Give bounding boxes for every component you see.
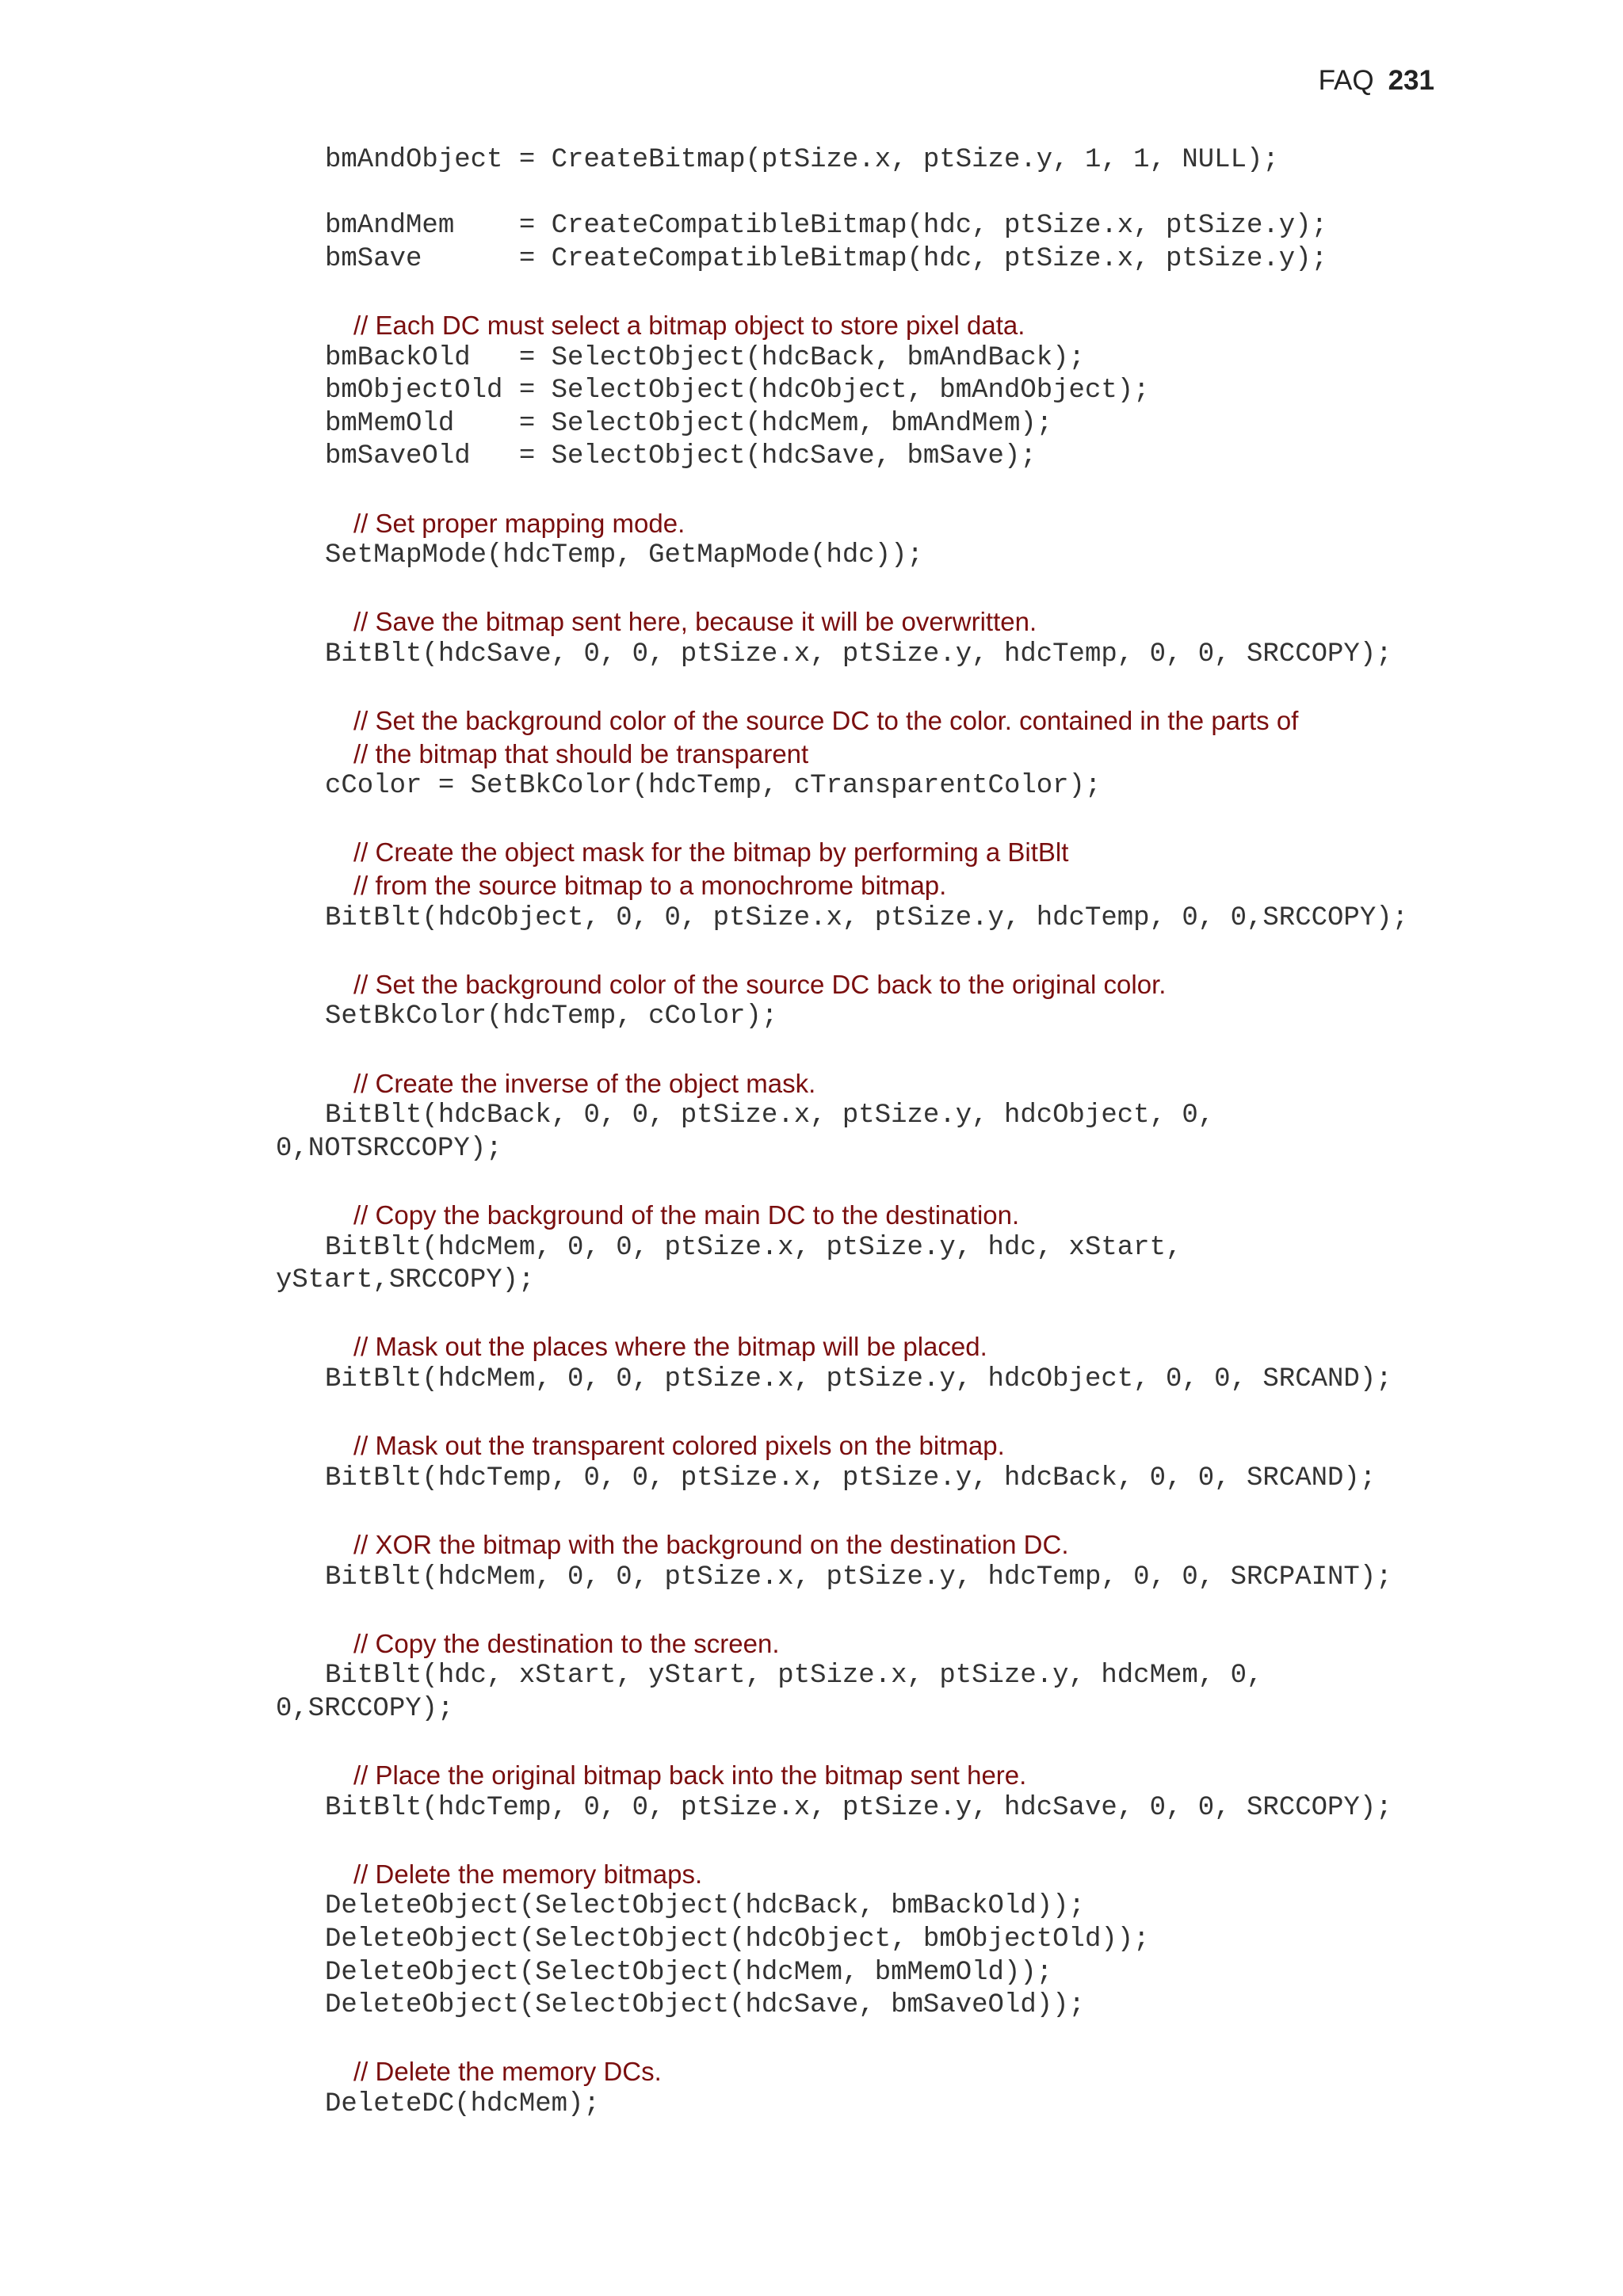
- code-comment: // Set the background color of the source DC back to the original color.: [353, 969, 1167, 999]
- code-line: BitBlt(hdcTemp, 0, 0, ptSize.x, ptSize.y, hdcSave, 0, 0, SRCCOPY);: [325, 1792, 1392, 1823]
- code-listing: [0, 144, 1623, 2122]
- code-comment: // Copy the destination to the screen.: [353, 1628, 780, 1658]
- blank-line: [0, 573, 1623, 606]
- blank-line: [0, 1726, 1623, 1760]
- code-line: BitBlt(hdcBack, 0, 0, ptSize.x, ptSize.y, hdcObject, 0,: [325, 1100, 1215, 1131]
- blank-line: [0, 1298, 1623, 1331]
- blank-line: [0, 474, 1623, 507]
- code-line: BitBlt(hdcMem, 0, 0, ptSize.x, ptSize.y, hdcTemp, 0, 0, SRCPAINT);: [325, 1562, 1392, 1592]
- code-comment: // the bitmap that should be transparent: [353, 738, 809, 769]
- code-line: DeleteObject(SelectObject(hdcMem, bmMemOld));: [325, 1957, 1053, 1988]
- code-comment: // Copy the background of the main DC to the destination.: [353, 1200, 1020, 1230]
- code-comment: // Mask out the places where the bitmap will be placed.: [353, 1332, 987, 1362]
- blank-line: [0, 1495, 1623, 1528]
- code-line: BitBlt(hdcObject, 0, 0, ptSize.x, ptSize.y, hdcTemp, 0, 0,SRCCOPY);: [325, 902, 1409, 933]
- code-line: bmBackOld = SelectObject(hdcBack, bmAndBack);: [325, 342, 1085, 373]
- code-comment: // Mask out the transparent colored pixels on the bitmap.: [353, 1431, 1005, 1461]
- blank-line: [0, 1594, 1623, 1627]
- code-comment: // Create the inverse of the object mask.: [353, 1068, 816, 1098]
- blank-line: [0, 935, 1623, 968]
- code-comment: // from the source bitmap to a monochrome bitmap.: [353, 871, 947, 901]
- code-line: SetMapMode(hdcTemp, GetMapMode(hdc));: [325, 540, 923, 571]
- page-number: 231: [1388, 65, 1434, 96]
- code-line: bmMemOld = SelectObject(hdcMem, bmAndMem);: [325, 408, 1053, 439]
- code-line: BitBlt(hdcMem, 0, 0, ptSize.x, ptSize.y, hdc, xStart,: [325, 1232, 1182, 1263]
- code-line: BitBlt(hdcMem, 0, 0, ptSize.x, ptSize.y, hdcObject, 0, 0, SRCAND);: [325, 1363, 1392, 1394]
- code-line: cColor = SetBkColor(hdcTemp, cTransparentColor);: [325, 771, 1102, 802]
- blank-line: [0, 1165, 1623, 1199]
- code-line: DeleteObject(SelectObject(hdcObject, bmObjectOld));: [325, 1924, 1150, 1955]
- code-line-continuation: yStart,SRCCOPY);: [276, 1265, 535, 1296]
- blank-line: [0, 803, 1623, 837]
- code-line: bmObjectOld = SelectObject(hdcObject, bmAndObject);: [325, 376, 1150, 406]
- code-comment: // Each DC must select a bitmap object to store pixel data.: [353, 310, 1025, 340]
- code-comment: // Delete the memory DCs.: [353, 2057, 662, 2087]
- code-line: bmSave = CreateCompatibleBitmap(hdc, ptSize.x, ptSize.y);: [325, 243, 1328, 274]
- code-line-continuation: 0,SRCCOPY);: [276, 1693, 454, 1724]
- code-line: DeleteDC(hdcMem);: [325, 2089, 600, 2120]
- running-head: [1319, 65, 1434, 97]
- code-line: DeleteObject(SelectObject(hdcSave, bmSaveOld));: [325, 1990, 1085, 2021]
- code-comment: // Save the bitmap sent here, because it will be overwritten.: [353, 607, 1037, 637]
- code-line: SetBkColor(hdcTemp, cColor);: [325, 1001, 778, 1032]
- code-line: bmSaveOld = SelectObject(hdcSave, bmSave);: [325, 441, 1037, 472]
- blank-line: [0, 1397, 1623, 1430]
- blank-line: [0, 177, 1623, 211]
- code-line: BitBlt(hdcSave, 0, 0, ptSize.x, ptSize.y, hdcTemp, 0, 0, SRCCOPY);: [325, 639, 1392, 669]
- blank-line: [0, 2023, 1623, 2056]
- blank-line: [0, 1825, 1623, 1858]
- blank-line: [0, 672, 1623, 705]
- code-line: BitBlt(hdcTemp, 0, 0, ptSize.x, ptSize.y, hdcBack, 0, 0, SRCAND);: [325, 1463, 1377, 1493]
- blank-line: [0, 1034, 1623, 1067]
- code-line: bmAndObject = CreateBitmap(ptSize.x, ptSize.y, 1, 1, NULL);: [325, 145, 1279, 175]
- code-comment: // Place the original bitmap back into the bitmap sent here.: [353, 1760, 1027, 1791]
- code-comment: // XOR the bitmap with the background on the destination DC.: [353, 1529, 1069, 1559]
- code-line: bmAndMem = CreateCompatibleBitmap(hdc, ptSize.x, ptSize.y);: [325, 211, 1328, 242]
- blank-line: [0, 276, 1623, 309]
- code-comment: // Set the background color of the source DC to the color. contained in the parts of: [353, 706, 1299, 736]
- code-line: DeleteObject(SelectObject(hdcBack, bmBackOld));: [325, 1891, 1085, 1922]
- code-comment: // Set proper mapping mode.: [353, 508, 685, 538]
- code-line-continuation: 0,NOTSRCCOPY);: [276, 1133, 502, 1164]
- code-line: BitBlt(hdc, xStart, yStart, ptSize.x, ptSize.y, hdcMem, 0,: [325, 1661, 1263, 1691]
- code-comment: // Create the object mask for the bitmap by performing a BitBlt: [353, 837, 1069, 868]
- code-comment: // Delete the memory bitmaps.: [353, 1859, 703, 1889]
- section-label: FAQ: [1318, 65, 1374, 96]
